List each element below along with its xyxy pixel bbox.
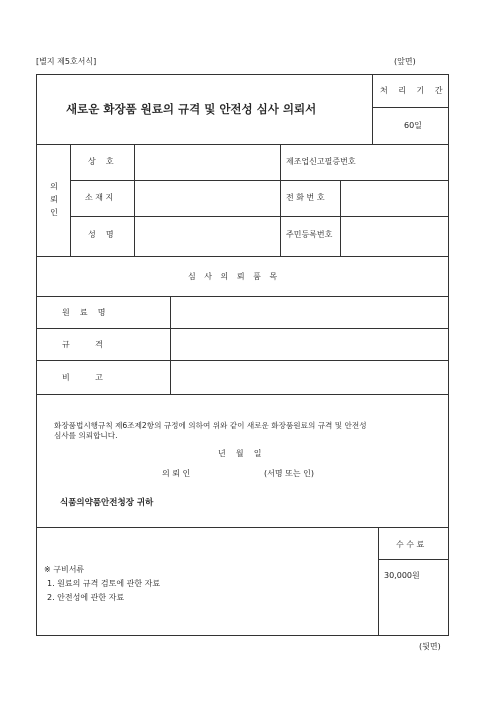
document-item-1: 1. 원료의 규격 검토에 관한 자료 (47, 579, 161, 588)
signature-note: (서명 또는 인) (264, 469, 314, 478)
side-indicator-front: (앞면) (394, 57, 416, 66)
right-label-divider (340, 180, 341, 256)
statement-line-2: 심사를 의뢰합니다. (54, 431, 118, 440)
processing-value: 60일 (404, 121, 422, 130)
trade-name-field[interactable] (136, 146, 278, 178)
mid-col-divider (280, 144, 281, 256)
applicant-group-label: 의뢰인 (50, 182, 58, 217)
signature-field[interactable] (200, 466, 260, 480)
fee-col-divider (378, 527, 379, 635)
section-divider (36, 144, 448, 145)
items-section-bottom (36, 394, 448, 395)
title-divider (372, 74, 373, 144)
address-field[interactable] (136, 182, 278, 214)
applicant-group-divider (70, 144, 71, 256)
address-label: 소 재 지 (85, 193, 114, 202)
addressee: 식품의약품안전청장 귀하 (60, 498, 154, 508)
processing-divider (372, 107, 448, 108)
license-number-label: 제조업신고필증번호 (286, 157, 356, 166)
name-field[interactable] (136, 218, 278, 254)
items-header-line (36, 296, 448, 297)
request-date: 년 월 일 (218, 449, 262, 458)
fee-label: 수 수 료 (396, 540, 425, 549)
specification-field[interactable] (172, 330, 446, 358)
phone-label: 전 화 번 호 (286, 193, 325, 202)
items-section-title: 심 사 의 뢰 품 목 (188, 272, 281, 281)
side-indicator-back: (뒷면) (419, 642, 441, 651)
material-name-field[interactable] (172, 298, 446, 326)
applicant-row-line-2 (70, 216, 448, 217)
name-label: 성 명 (88, 230, 114, 239)
applicant-section-bottom (36, 256, 448, 257)
fee-value: 30,000원 (384, 571, 420, 580)
items-col-divider (170, 296, 171, 394)
signer-label: 의 뢰 인 (162, 469, 191, 478)
form-number: [별지 제5호서식] (36, 57, 97, 66)
phone-field[interactable] (342, 182, 446, 214)
license-number-field[interactable] (342, 146, 446, 178)
form-title: 새로운 화장품 원료의 규격 및 안전성 심사 의뢰서 (66, 102, 317, 116)
processing-label: 처 리 기 간 (380, 86, 447, 95)
fee-section-top (36, 527, 448, 528)
trade-name-label: 상 호 (88, 157, 114, 166)
material-name-label: 원 료 명 (62, 308, 106, 317)
document-item-2: 2. 안전성에 관한 자료 (47, 593, 125, 602)
applicant-row-line-1 (70, 180, 448, 181)
remarks-label: 비 고 (62, 373, 103, 382)
remarks-field[interactable] (172, 362, 446, 392)
specification-label: 규 격 (62, 340, 103, 349)
statement-line-1: 화장품법시행규칙 제6조제2항의 규정에 의하여 위와 같이 새로운 화장품원료의 규격 및 안전성 (54, 421, 367, 430)
documents-title: ※ 구비서류 (44, 565, 85, 574)
fee-divider (378, 559, 448, 560)
items-row-line-1 (36, 328, 448, 329)
resident-number-label: 주민등록번호 (286, 230, 333, 239)
label-col-divider (134, 144, 135, 256)
resident-number-field[interactable] (342, 218, 446, 254)
items-row-line-2 (36, 360, 448, 361)
